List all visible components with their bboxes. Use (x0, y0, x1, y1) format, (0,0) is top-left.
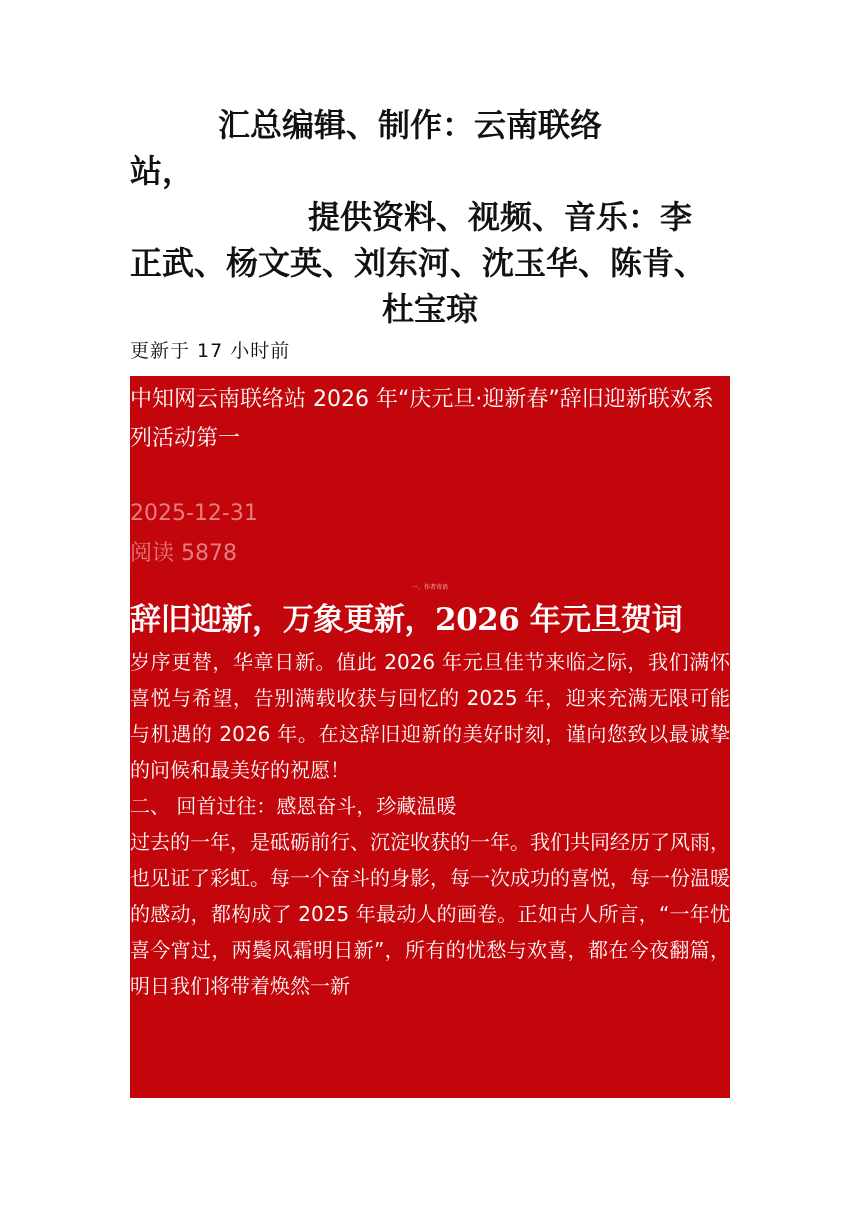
image-caption: 一、作者寄语 (411, 584, 448, 591)
credits-line: 提供资料、视频、音乐：李 (308, 198, 693, 236)
credits-line: 杜宝琼 (381, 290, 478, 328)
article-paragraph: 过去的一年，是砥砺前行、沉淀收获的一年。我们共同经历了风雨，也见证了彩虹。每一个奋斗的身影，每一次成功的喜悦，每一份温暖的感动，都构成了 2025 年最动人的画卷。正如古人所言，“一年忧喜今宵过，两鬓风霜明日新”，所有的忧愁与欢喜，都在今夜翻篇，明日我们将带着焕然一新 (130, 830, 730, 998)
article-panel (130, 376, 730, 1098)
read-count: 阅读 5878 (130, 541, 237, 566)
credits-line: 汇总编辑、制作：云南联络 (218, 106, 603, 144)
updated-timestamp: 更新于 17 小时前 (130, 340, 291, 362)
article-date: 2025-12-31 (130, 501, 258, 526)
article-title[interactable]: 中知网云南联络站 2026 年“庆元旦·迎新春”辞旧迎新联欢系列活动第一 (130, 387, 714, 451)
article-headline: 辞旧迎新，万象更新，2026 年元旦贺词 (130, 602, 683, 638)
credits-line: 正武、杨文英、刘东河、沈玉华、陈肯、 (130, 244, 707, 282)
article-paragraph: 岁序更替，华章日新。值此 2026 年元旦佳节来临之际，我们满怀喜悦与希望，告别满载收获与回忆的 2025 年，迎来充满无限可能与机遇的 2026 年。在这辞旧迎新的美好时刻，谨向您致以最诚挚的问候和最美好的祝愿！ (130, 650, 730, 782)
credits-line: 站， (130, 152, 195, 190)
section-heading: 二、 回首过往：感恩奋斗，珍藏温暖 (130, 794, 457, 818)
credits-block (130, 102, 730, 332)
